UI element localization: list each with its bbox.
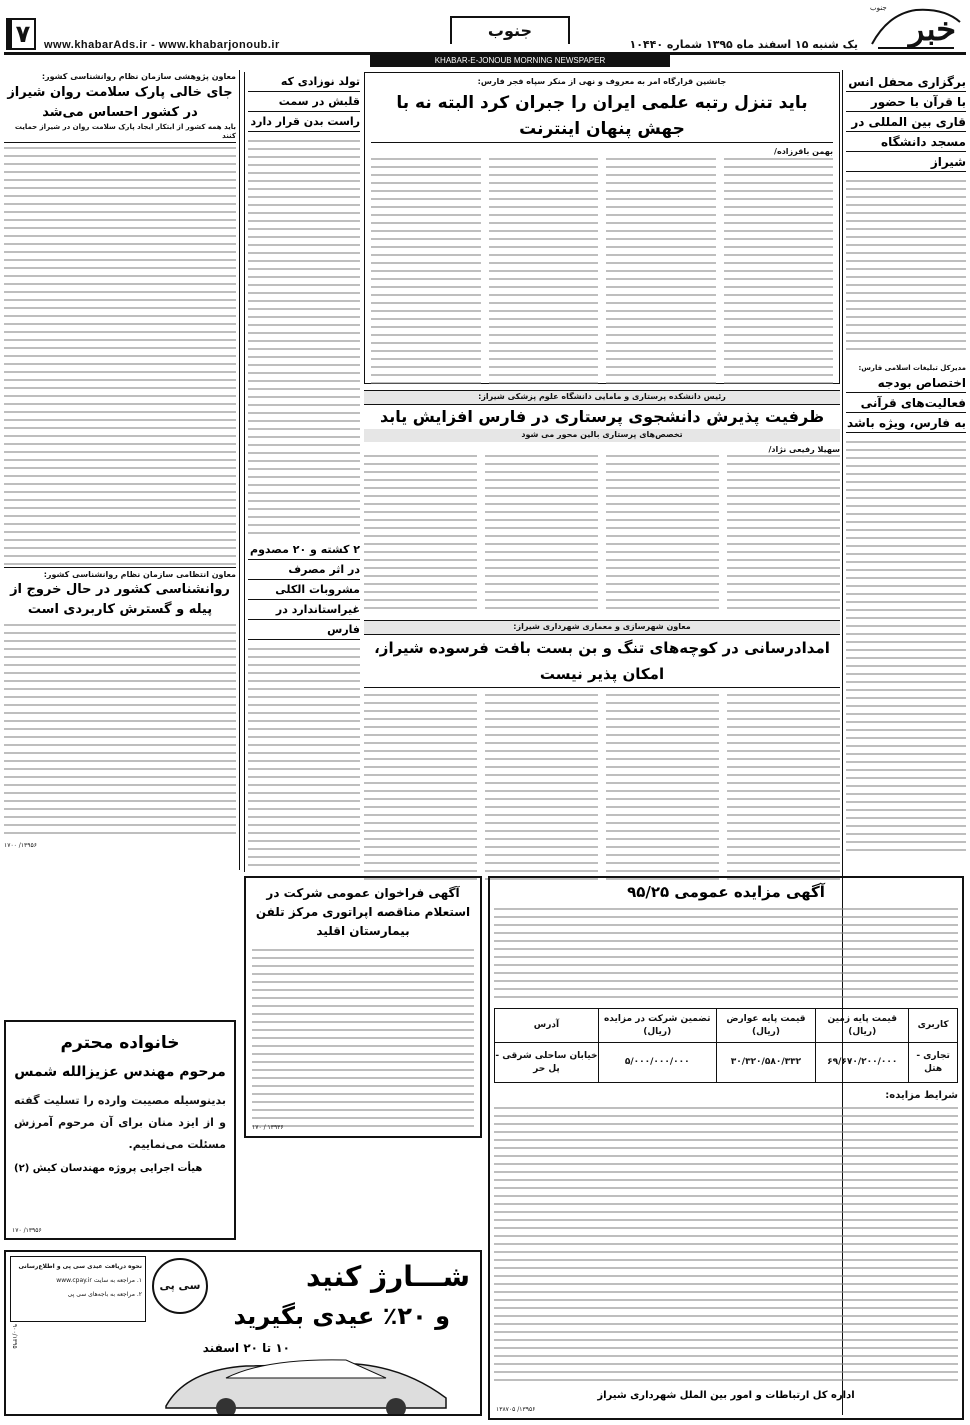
tender-ad [244, 876, 482, 1138]
story2-title: ظرفیت پذیرش دانشجوی پرستاری در فارس افزایش یابد [379, 406, 825, 426]
story2-col-4 [364, 455, 477, 615]
left-ref-1: ۱۳۹۵۶/ ۱۷۰۰ [4, 842, 37, 850]
auction-table-header [495, 1009, 958, 1043]
auction-ad [488, 876, 964, 1420]
column-3 [244, 72, 360, 872]
band-text: KHABAR-E-JONOUB MORNING NEWSPAPER [434, 56, 606, 65]
auction-header: آدرس [495, 1009, 599, 1043]
ad-line-2: و ۲۰٪ عیدی بگیرید [233, 1302, 450, 1330]
auction-conditions-title: شرایط مزایده: [885, 1090, 958, 1101]
logo-sub: جنوب [870, 4, 887, 12]
lead-col-1 [724, 158, 834, 394]
lead-title: باید تنزل رتبه علمی ایران را جبران کرد البته نه با جهش پنهان اینترنت [371, 90, 833, 143]
masthead-band [370, 55, 670, 67]
right-story2-title: اختصاص بودجه فعالیت‌های قرآنی به فارس، ویژه باشد [846, 373, 966, 433]
car-icon [156, 1348, 456, 1414]
left-body-1 [4, 147, 236, 567]
website[interactable]: www.khabarAds.ir - www.khabarjonoub.ir [44, 39, 280, 51]
story3-col-3 [485, 694, 598, 890]
left-kicker-1: معاون پژوهشی سازمان نظام روانشناسی کشور: [41, 72, 236, 81]
issue-date: یک شنبه ۱۵ اسفند ماه ۱۳۹۵ شماره ۱۰۴۴۰ [629, 38, 858, 51]
auction-cell: ۶۹/۶۷۰/۲۰۰/۰۰۰ [816, 1043, 909, 1083]
col3-body-2 [248, 648, 360, 878]
page-number-box [6, 18, 36, 50]
col3-title-2: ۲ کشته و ۲۰ مصدوم در اثر مصرف مشروبات الکلی غیراستاندارد در فارس [248, 540, 360, 640]
story2-kicker: رئیس دانشکده پرستاری و مامایی دانشگاه علوم پزشکی شیراز: [364, 390, 840, 405]
story2-subtitle: تخصص‌های پرستاری بالین محور می شود [364, 429, 840, 442]
tender-ref: ۱۳۹۳۶ / ۱۷۰ [252, 1123, 284, 1131]
ad-brand: سی پی [159, 1279, 201, 1292]
lead-col-4 [371, 158, 481, 394]
ad-info-title: نحوه دریافت عیدی سی پی و اطلاع‌رسانی [18, 1263, 142, 1270]
story2-byline: سهیلا رفیعی نژاد/ [768, 444, 840, 454]
story3-col-4 [364, 694, 477, 890]
ad-line-1: شـــارژ کنید [305, 1260, 470, 1293]
auction-footer: اداره کل ارتباطات و امور بین الملل شهرداری شیراز [597, 1389, 855, 1401]
logo-text: خبر [908, 10, 956, 48]
ad-date: ۱۰ تا ۲۰ اسفند [202, 1341, 290, 1355]
auction-intro [494, 908, 958, 1002]
story3-col-2 [606, 694, 719, 890]
right-story2-kicker: مدیرکل تبلیغات اسلامی فارس: [858, 364, 966, 372]
col3-body-1 [248, 140, 360, 540]
story3-title: امدادرسانی در کوچه‌های تنگ و بن بست بافت فرسوده شیراز، امکان پذیر نیست [364, 635, 840, 688]
story2-col-2 [606, 455, 719, 615]
lead-kicker: جانشین قرارگاه امر به معروف و نهی از منکر سپاه فجر فارس: [477, 77, 727, 86]
auction-header: قیمت پایه زمین (ریال) [816, 1009, 909, 1043]
page-number: ۷ [15, 20, 31, 48]
left-title-2: روانشناسی کشور در حال خروج از پیله و گسترش کاربردی است [10, 582, 230, 618]
auction-cell: ۵/۰۰۰/۰۰۰/۰۰۰ [598, 1043, 716, 1083]
condolence-sign: هیأت اجرایی پروژه مهندسان کیش (۲) [14, 1163, 203, 1174]
ad-info-2: ۲. مراجعه به باجه‌های سی پی [67, 1291, 142, 1298]
ad-info-1: ۱. مراجعه به سایت www.cpay.ir [56, 1277, 142, 1284]
ad-brand-badge [152, 1258, 208, 1314]
auction-table [494, 1008, 958, 1083]
lead-story [364, 72, 840, 384]
auction-header: کاربری [909, 1009, 958, 1043]
condolence-ref: ۱۳۹۵۶/ ۱۷۰ [12, 1226, 42, 1234]
left-title-1: جای خالی پارک سلامت روان شیراز در کشور احساس می‌شد [7, 84, 233, 120]
auction-cell: تجاری - هتل [909, 1043, 958, 1083]
right-column [846, 72, 966, 872]
charge-ad [4, 1250, 482, 1416]
auction-conditions [494, 1107, 958, 1383]
table-row [495, 1043, 958, 1083]
auction-header: قیمت پایه عوارض (ریال) [716, 1009, 816, 1043]
tender-title: آگهی فراخوان عمومی شرکت در استعلام مناقصه اپراتوری مرکز تلفن بیمارستان اقلید [255, 886, 471, 938]
left-kicker-2: معاون انتظامی سازمان نظام روانشناسی کشور: [4, 567, 236, 581]
ad-info-box [10, 1256, 146, 1322]
right-story-title: برگزاری محفل انس با قرآن با حضور قاری بین المللی در مسجد دانشگاه شیراز [846, 72, 966, 172]
lead-col-2 [606, 158, 716, 394]
lead-col-3 [489, 158, 599, 394]
condolence-ad [4, 1020, 236, 1240]
story-2 [364, 390, 840, 618]
tender-body [252, 949, 474, 1127]
left-lead-1: باید همه کشور از ابتکار ایجاد پارک سلامت روان در شیراز حمایت کنند [4, 123, 236, 143]
condolence-name: مرحوم مهندس عزیزالله شمس [14, 1064, 226, 1080]
story2-col-3 [485, 455, 598, 615]
story3-kicker: معاون شهرسازی و معماری شهرداری شیراز: [364, 620, 840, 635]
auction-header: تضمین شرکت در مزایده (ریال) [598, 1009, 716, 1043]
right-story2-body [846, 441, 966, 861]
auction-title: آگهی مزایده عمومی ۹۵/۲۵ [627, 883, 825, 901]
col3-title-1: تولد نوزادی که قلبش در سمت راست بدن قرار دارد [248, 72, 360, 132]
story-3 [364, 620, 840, 864]
section-label: جنوب [487, 21, 533, 40]
section-tab [450, 16, 570, 44]
story2-col-1 [727, 455, 840, 615]
condolence-text: بدینوسیله مصیبت وارده را تسلیت گفته و از ایزد منان برای آن مرحوم آمرزش مسئلت می‌نماییم. [14, 1094, 226, 1151]
auction-cell: خیابان ساحلی شرقی - پل حر [495, 1043, 599, 1083]
condolence-title: خانواده محترم [60, 1033, 180, 1053]
story3-col-1 [727, 694, 840, 890]
auction-cell: ۳۰/۳۲۰/۵۸۰/۳۳۲ [716, 1043, 816, 1083]
auction-ref: ۱۳۹۵۶/ ۱۳۸۷۰۵ [496, 1405, 536, 1413]
masthead [0, 0, 970, 70]
logo [868, 4, 964, 54]
ad-ref: ۹۰۰/۱۳۹۵ [11, 1324, 19, 1349]
lead-byline: بهمن باقرزاده/ [774, 146, 833, 156]
right-story-body [846, 180, 966, 360]
left-column [4, 72, 236, 872]
left-body-2 [4, 624, 236, 842]
